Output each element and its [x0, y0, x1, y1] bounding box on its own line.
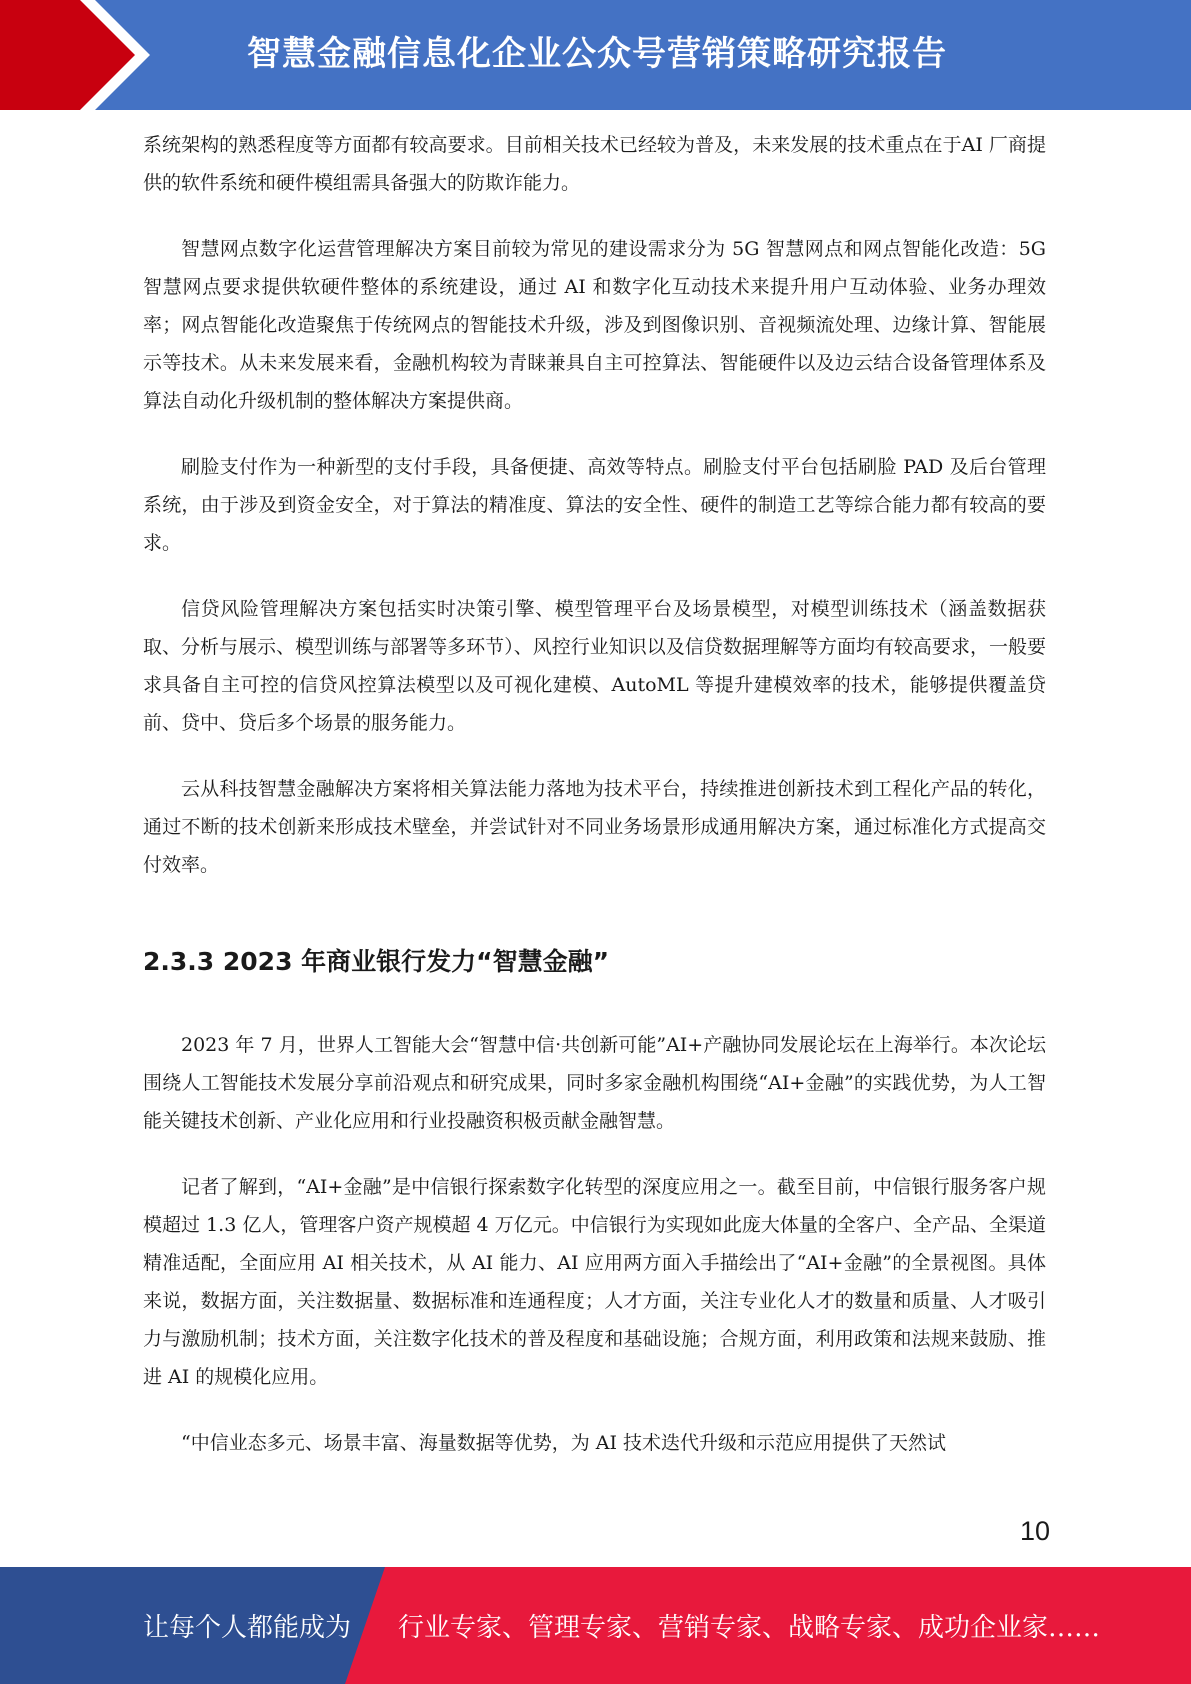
paragraph-ai-conference: 2023 年 7 月，世界人工智能大会“智慧中信·共创新可能”AI+产融协同发展论坛在上海举行。本次论坛围绕人工智能技术发展分享前沿观点和研究成果，同时多家金融机构围绕“AI+金融”的实践优势，为人工智能关键技术创新、产业化应用和行业投融资积极贡献金融智慧。: [143, 1034, 1046, 1132]
paragraph-credit-risk: 信贷风险管理解决方案包括实时决策引擎、模型管理平台及场景模型，对模型训练技术（涵盖数据获取、分析与展示、模型训练与部署等多环节）、风控行业知识以及信贷数据理解等方面均有较高要求，一般要求具备自主可控的信贷风控算法模型以及可视化建模、AutoML 等提升建模效率的技术，能够提供覆盖贷前、贷中、贷后多个场景的服务能力。: [143, 598, 1046, 734]
paragraph-face-payment: 刷脸支付作为一种新型的支付手段，具备便捷、高效等特点。刷脸支付平台包括刷脸 PAD 及后台管理系统，由于涉及到资金安全，对于算法的精准度、算法的安全性、硬件的制造工艺等综合能力都有较高的要求。: [143, 456, 1046, 554]
page-header: [0, 0, 1191, 110]
paragraph-smart-branch: 智慧网点数字化运营管理解决方案目前较为常见的建设需求分为 5G 智慧网点和网点智能化改造：5G 智慧网点要求提供软硬件整体的系统建设，通过 AI 和数字化互动技术来提升用户互动体验、业务办理效率；网点智能化改造聚焦于传统网点的智能技术升级，涉及到图像识别、音视频流处理、边缘计算、智能展示等技术。从未来发展来看，金融机构较为青睐兼具自主可控算法、智能硬件以及边云结合设备管理体系及算法自动化升级机制的整体解决方案提供商。: [143, 238, 1046, 412]
footer-slogan-right: 行业专家、管理专家、营销专家、战略专家、成功企业家……: [398, 1613, 1101, 1643]
paragraph-continuation: 系统架构的熟悉程度等方面都有较高要求。目前相关技术已经较为普及，未来发展的技术重点在于AI 厂商提供的软件系统和硬件模组需具备强大的防欺诈能力。: [143, 134, 1046, 194]
page-number: 10: [1020, 1516, 1051, 1546]
section-heading: 2.3.3 2023 年商业银行发力“智慧金融”: [143, 947, 610, 976]
footer-slogan-left: 让每个人都能成为: [143, 1613, 352, 1643]
page-footer: [0, 1567, 1191, 1684]
document-body: [143, 126, 1046, 1490]
paragraph-citic-advantages: “中信业态多元、场景丰富、海量数据等优势，为 AI 技术迭代升级和示范应用提供了天然试: [181, 1432, 947, 1454]
header-title: 智慧金融信息化企业公众号营销策略研究报告: [247, 34, 947, 74]
paragraph-citic-ai-finance: 记者了解到，“AI+金融”是中信银行探索数字化转型的深度应用之一。截至目前，中信银行服务客户规模超过 1.3 亿人，管理客户资产规模超 4 万亿元。中信银行为实现如此庞大体量的全客户、全产品、全渠道精准适配，全面应用 AI 相关技术，从 AI 能力、AI 应用两方面入手描绘出了“AI+金融”的全景视图。具体来说，数据方面，关注数据量、数据标准和连通程度；人才方面，关注专业化人才的数量和质量、人才吸引力与激励机制；技术方面，关注数字化技术的普及程度和基础设施；合规方面，利用政策和法规来鼓励、推进 AI 的规模化应用。: [143, 1176, 1046, 1388]
paragraph-cloudwalk: 云从科技智慧金融解决方案将相关算法能力落地为技术平台，持续推进创新技术到工程化产品的转化，通过不断的技术创新来形成技术壁垒，并尝试针对不同业务场景形成通用解决方案，通过标准化方式提高交付效率。: [143, 778, 1046, 876]
